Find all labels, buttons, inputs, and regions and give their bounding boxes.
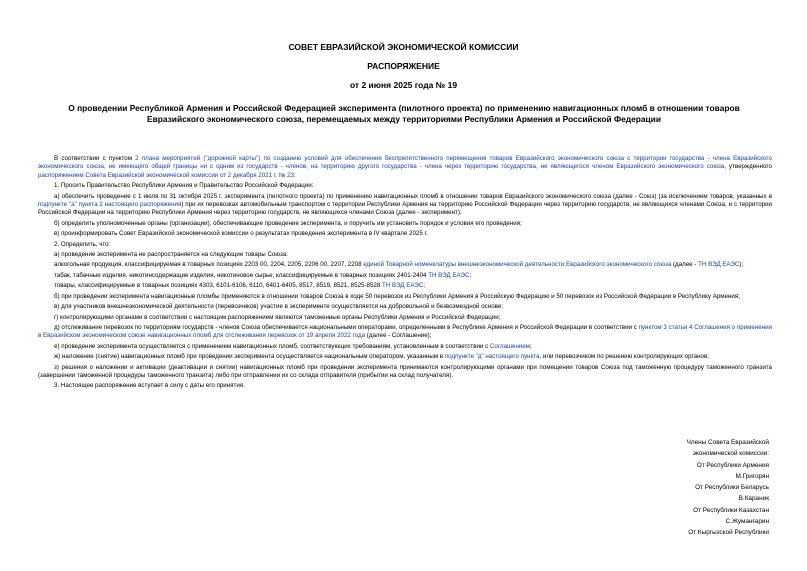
paragraph-3: 3. Настоящее распоряжение вступает в силу с даты его принятия. xyxy=(54,382,245,390)
document-body xyxy=(38,155,772,393)
paragraph-2zh xyxy=(38,353,772,361)
link-agreement-article-4[interactable]: пунктом 3 статьи 4 Соглашения о применении в Евразийском экономическом союзе навигационных пломб для отслеживания перевозок от 19 апреля 2022 года xyxy=(38,323,772,340)
paragraph-1a xyxy=(38,193,772,218)
document-date-number: от 2 июня 2025 года № 19 xyxy=(349,80,458,90)
link-tn-ved[interactable]: ТН ВЭД ЕАЭС xyxy=(382,282,424,290)
document-type-heading: РАСПОРЯЖЕНИЕ xyxy=(367,61,440,71)
text: (далее - xyxy=(671,261,699,269)
signatory-country: От Республики Беларусь xyxy=(695,484,769,492)
text: : xyxy=(293,171,296,179)
signatory-name: В.Караник xyxy=(738,495,769,503)
link-subparagraph-d[interactable]: подпункте "д" настоящего пункта xyxy=(444,353,540,361)
document-title: О проведении Республикой Армения и Российской Федерацией эксперимента (пилотного проекта) по применению навигационных пломб в отношении товаров Евразийского экономического союза, перемещаемых между территориями Республики Армения и Российской Федерации xyxy=(68,103,740,124)
paragraph-2g: г) контролирующими органами в соответствии с настоящим распоряжением являются таможенные органы Республики Армения и Российской Федерации; xyxy=(54,313,501,321)
text: ); xyxy=(739,261,744,269)
organization-heading: СОВЕТ ЕВРАЗИЙСКОЙ ЭКОНОМИЧЕСКОЙ КОМИССИИ xyxy=(288,42,519,52)
text: ж) наложение (снятие) навигационных пломб при проведении эксперимента осуществляется национальным оператором, указанным в xyxy=(54,353,445,361)
link-tn-ved[interactable]: ТН ВЭД ЕАЭС xyxy=(698,261,740,269)
paragraph-intro xyxy=(38,155,772,180)
paragraph-2a: а) проведение эксперимента не распространяется на следующие товары Союза: xyxy=(54,251,288,259)
paragraph-1: 1. Просить Правительство Республики Армения и Правительство Российской Федерации: xyxy=(54,182,314,190)
signatory-country: От Республики Казахстан xyxy=(693,506,769,514)
signatory-country: От Кыргызской Республики xyxy=(688,529,769,537)
paragraph-2d xyxy=(38,324,772,341)
link-tn-ved-nomenclature[interactable]: единой Товарной номенклатуры внешнеэкономической деятельности Евразийского экономического союза xyxy=(363,261,672,269)
text: ; xyxy=(469,271,472,279)
text: В соответствии с пунктом xyxy=(54,155,136,162)
paragraph-2a-alcohol xyxy=(38,261,772,269)
text: алкогольная продукция, классифицируемая в товарных позициях 2203 00, 2204, 2205, 2206 00, 2207, 2208 xyxy=(54,261,364,269)
paragraph-2: 2. Определить, что: xyxy=(54,240,111,248)
link-tn-ved[interactable]: ТН ВЭД ЕАЭС xyxy=(428,271,470,279)
paragraph-2b: б) при проведении эксперимента навигационные пломбы применяются в отношении товаров Союза в ходе 50 перевозок из Республики Армения в Российскую Федерацию и 50 перевозок из Российской Федерации в Республику Армения; xyxy=(54,292,740,300)
signature-heading: экономической комиссии: xyxy=(692,450,769,458)
text: (далее - Соглашение); xyxy=(365,332,432,340)
text: д) отслеживание перевозок по территориям государств - членов Союза обеспечивается национальными операторами, определенными в Республике Армения и Российской Федерации в соответствии с xyxy=(54,323,639,331)
text: товары, классифицируемые в товарных позициях 4303, 6101-6106, 6110, 6401-6405, 8517, 8519, 8521, 8525-8528 xyxy=(54,282,382,290)
link-subparagraph-2a[interactable]: подпункте "а" пункта 2 настоящего распоряжения xyxy=(38,201,182,209)
paragraph-1b: б) определить уполномоченные органы (организации), обеспечивающие проведение эксперимента, и поручить им установить порядок и условия его проведения; xyxy=(54,219,522,227)
signature-block xyxy=(549,437,769,539)
text: ; xyxy=(530,342,532,350)
text: табак, табачные изделия, никотинсодержащие изделия, никотиновое сырье, классифицируемые в товарных позициях 2401-2404 xyxy=(54,271,429,279)
paragraph-2e xyxy=(38,343,772,351)
signatory-country: От Республики Армения xyxy=(696,461,769,469)
link-council-order[interactable]: распоряжением Совета Евразийской экономической комиссии от 2 декабря 2021 г. № 23 xyxy=(38,171,294,179)
text: е) проведение эксперимента осуществляется с применением навигационных пломб, соответствующих требованиям, установленным в соответствии с xyxy=(54,342,490,350)
paragraph-2z: з) решения о наложении и активации (деактивации и снятии) навигационных пломб при проведении эксперимента принимаются контролирующими органами при помещении товаров Союза под таможенную процедуру таможенного транзита (завершении таможенной процедуры таможенного транзита) либо при отправлении их со склада отправителя (прибытии на склад получателя). xyxy=(38,363,772,379)
link-roadmap-plan[interactable]: 2 плана мероприятий ("дорожной карты") по созданию условий для обеспечения беспрепятственного перемещения товаров Евразийского экономического союза с территории государства - члена Евразийского экономического союза, не имеющего общей границы ни с одним из государств - членов, на территорию другого государства - члена через территорию государства, не являющегося членом Евразийского экономического союза xyxy=(38,155,772,171)
signatory-name: С.Жуманғарин xyxy=(725,518,769,526)
paragraph-2v: в) для участников внешнеэкономической деятельности (перевозчиков) участие в эксперименте осуществляется на добровольной и безвозмездной основе; xyxy=(54,303,504,311)
signatory-name: М.Григорян xyxy=(735,472,769,480)
link-agreement[interactable]: Соглашением xyxy=(489,342,531,350)
paragraph-1c: в) проинформировать Совет Евразийской экономической комиссии о результатах проведения эксперимента в IV квартале 2025 г. xyxy=(54,230,428,238)
text: ) при их перевозках автомобильным транспортом с территории Республики Армения на территорию Российской Федерации через территорию государств, не являющихся членами Союза, и с территории Российской Федерации на территорию Республики Армения через территорию государств, не являющихся членами Союза (далее - эксперимент); xyxy=(38,201,772,217)
paragraph-2a-goods xyxy=(38,282,772,290)
text: , или перевозчиком по решению контролирующих органов; xyxy=(539,353,709,361)
text: , утвержденного xyxy=(724,163,772,171)
signature-heading: Члены Совета Евразийской xyxy=(686,439,769,446)
text: а) обеспечить проведение с 1 июля по 31 октября 2025 г. эксперимента (пилотного проекта) по применению навигационных пломб в отношении товаров Евразийского экономического союза (далее - Союз) (за исключением товаров, указанных в xyxy=(54,192,772,200)
text: ; xyxy=(423,282,426,290)
paragraph-2a-tobacco xyxy=(38,272,772,280)
